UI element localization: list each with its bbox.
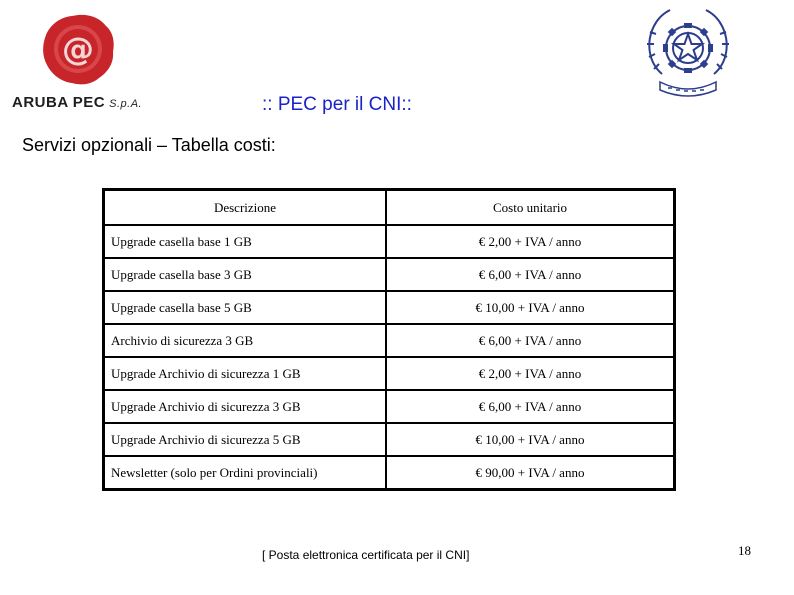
page-number: 18 — [738, 543, 751, 558]
row-description: Upgrade Archivio di sicurezza 3 GB — [104, 390, 386, 423]
row-unit-cost: € 10,00 + IVA / anno — [386, 291, 674, 324]
row-unit-cost: € 6,00 + IVA / anno — [386, 324, 674, 357]
table-row — [104, 225, 674, 258]
table-row — [104, 423, 674, 456]
table-row — [104, 456, 674, 489]
italian-republic-emblem-icon — [642, 4, 734, 100]
row-description: Upgrade casella base 5 GB — [104, 291, 386, 324]
table-row — [104, 291, 674, 324]
brand-name: ARUBA PEC S.p.A. — [12, 94, 143, 111]
row-unit-cost: € 6,00 + IVA / anno — [386, 258, 674, 291]
row-unit-cost: € 6,00 + IVA / anno — [386, 390, 674, 423]
footer-caption: [ Posta elettronica certificata per il CNI] — [262, 548, 470, 562]
row-description: Upgrade Archivio di sicurezza 1 GB — [104, 357, 386, 390]
row-description: Upgrade Archivio di sicurezza 5 GB — [104, 423, 386, 456]
section-subtitle: Servizi opzionali – Tabella costi: — [22, 135, 276, 155]
table-row — [104, 258, 674, 291]
table-row — [104, 324, 674, 357]
row-unit-cost: € 10,00 + IVA / anno — [386, 423, 674, 456]
table-row — [104, 357, 674, 390]
aruba-pec-logo — [10, 12, 170, 112]
table-header-row — [104, 190, 674, 225]
row-description: Upgrade casella base 3 GB — [104, 258, 386, 291]
row-description: Archivio di sicurezza 3 GB — [104, 324, 386, 357]
row-unit-cost: € 2,00 + IVA / anno — [386, 357, 674, 390]
row-unit-cost: € 2,00 + IVA / anno — [386, 225, 674, 258]
column-header-unit-cost: Costo unitario — [386, 190, 674, 225]
column-header-description: Descrizione — [104, 190, 386, 225]
brand-suffix: S.p.A. — [109, 98, 143, 110]
row-unit-cost: € 90,00 + IVA / anno — [386, 456, 674, 489]
wax-seal-at-sign-icon — [40, 12, 116, 86]
page-title: :: PEC per il CNI:: — [262, 94, 412, 115]
row-description: Newsletter (solo per Ordini provinciali) — [104, 456, 386, 489]
table-row — [104, 390, 674, 423]
svg-text:@: @ — [62, 30, 94, 68]
row-description: Upgrade casella base 1 GB — [104, 225, 386, 258]
cost-table — [102, 188, 676, 491]
